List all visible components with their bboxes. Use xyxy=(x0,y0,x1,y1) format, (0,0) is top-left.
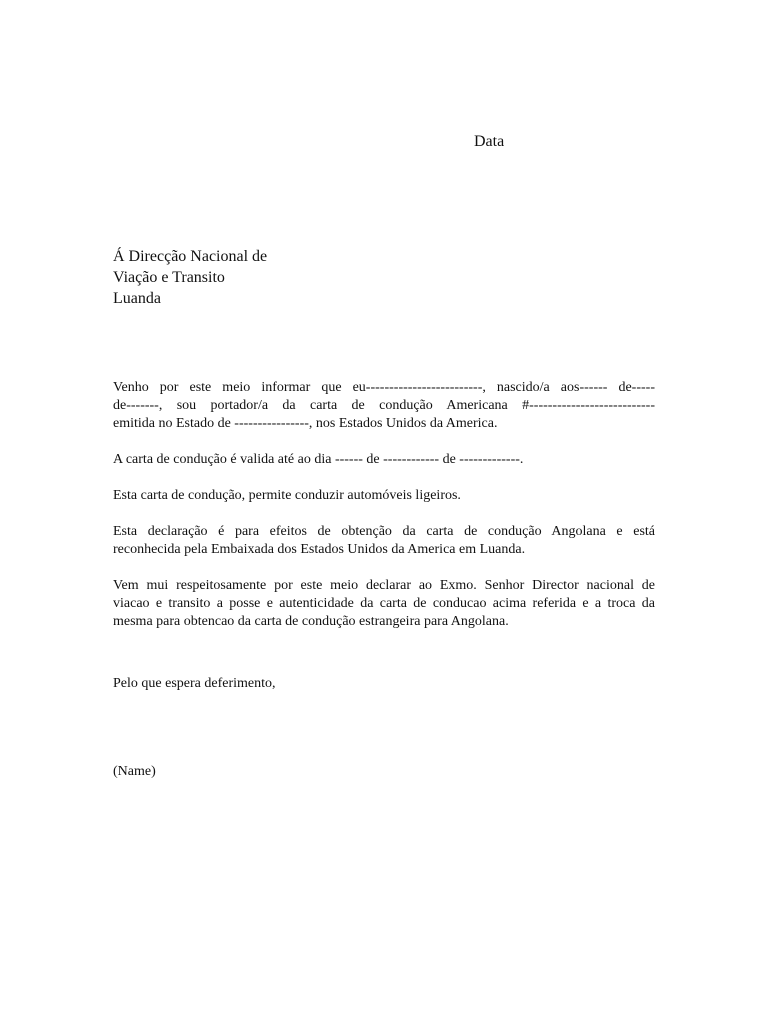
paragraph-line: Esta carta de condução, permite conduzir automóveis ligeiros. xyxy=(113,488,461,503)
paragraph-line: mesma para obtencao da carta de condução estrangeira para Angolana. xyxy=(113,614,509,629)
date-label: Data xyxy=(474,133,505,150)
paragraph-validity xyxy=(113,451,655,469)
closing-line: Pelo que espera deferimento, xyxy=(113,676,276,691)
paragraph-line: A carta de condução é valida até ao dia ------ de ------------ de -------------. xyxy=(113,452,524,467)
signature-name: (Name) xyxy=(113,764,156,779)
paragraph-line: viacao e transito a posse e autenticidade da carta de conducao acima referida e a troca da xyxy=(113,596,655,611)
recipient-line-2: Viação e Transito xyxy=(113,269,225,286)
paragraph-permission xyxy=(113,487,655,505)
paragraph-line: Vem mui respeitosamente por este meio declarar ao Exmo. Senhor Director nacional de xyxy=(113,578,655,593)
paragraph-line: Venho por este meio informar que eu-------------------------, nascido/a aos------ de----- xyxy=(113,380,655,395)
paragraph-identity xyxy=(113,379,655,433)
paragraph-line: de-------, sou portador/a da carta de condução Americana #--------------------------- xyxy=(113,398,655,413)
paragraph-line: emitida no Estado de ----------------, nos Estados Unidos da America. xyxy=(113,416,498,431)
paragraph-line: reconhecida pela Embaixada dos Estados Unidos da America em Luanda. xyxy=(113,542,526,557)
paragraph-purpose xyxy=(113,523,655,559)
paragraph-line: Esta declaração é para efeitos de obtenção da carta de condução Angolana e está xyxy=(113,524,655,539)
recipient-line-3: Luanda xyxy=(113,290,161,307)
letter-body xyxy=(113,379,655,649)
paragraph-request xyxy=(113,577,655,631)
recipient-address xyxy=(113,246,267,309)
recipient-line-1: Á Direcção Nacional de xyxy=(113,248,268,265)
